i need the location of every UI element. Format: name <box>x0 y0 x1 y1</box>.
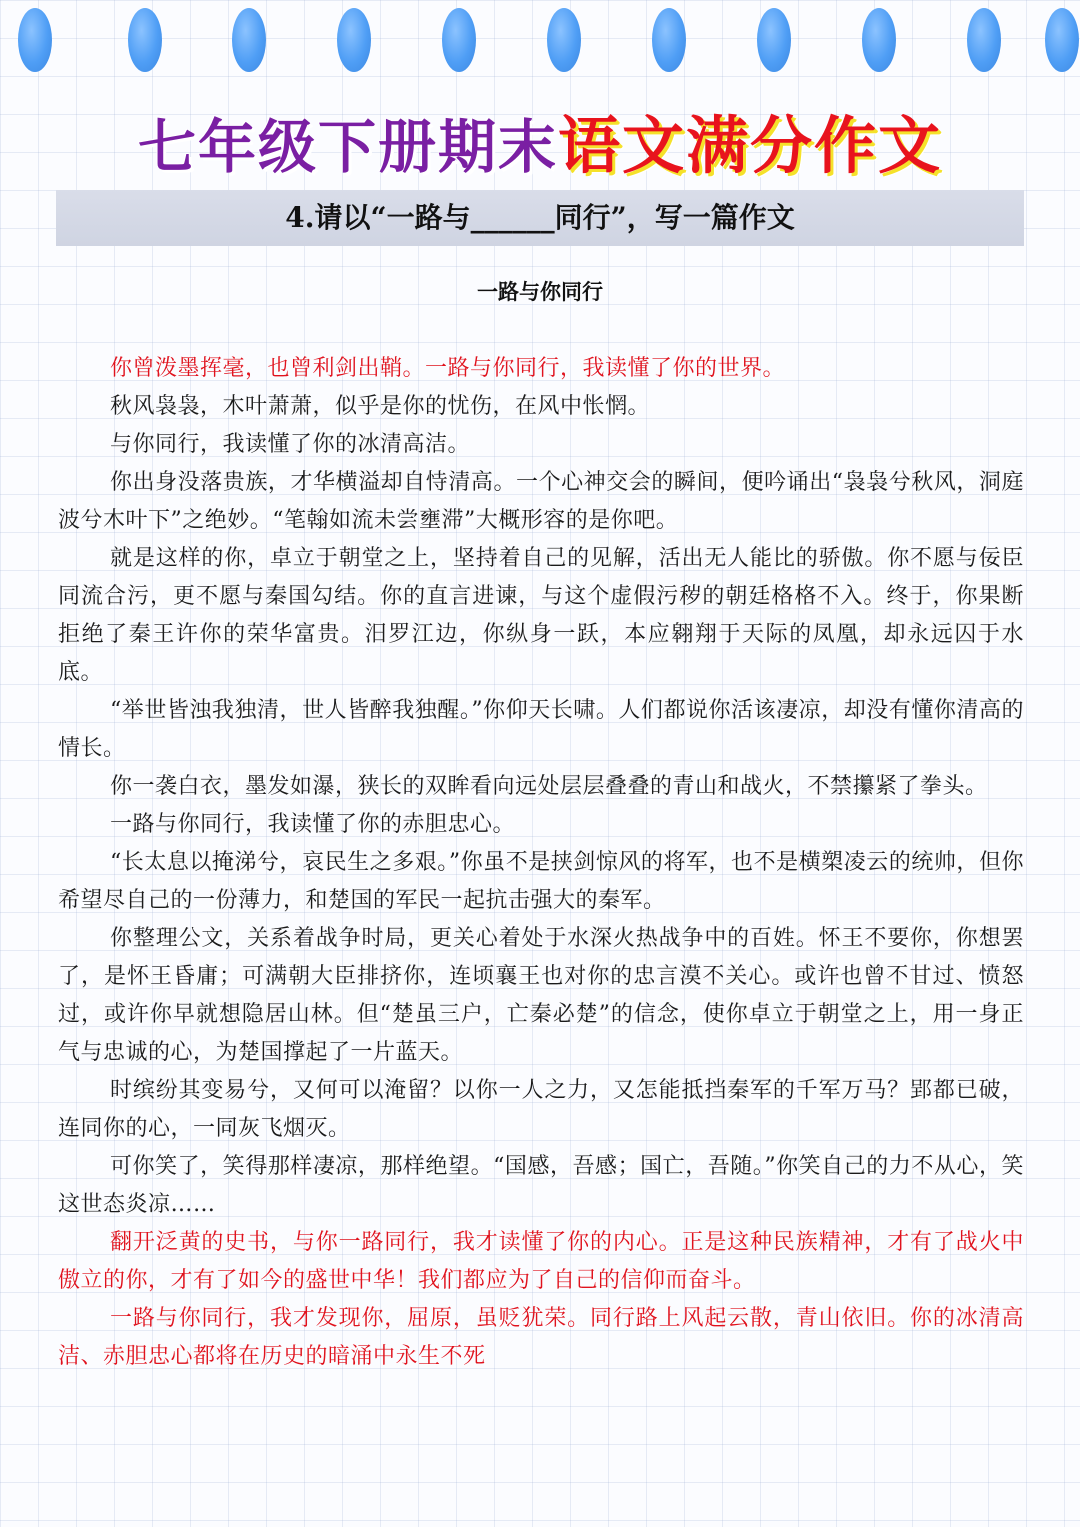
essay-paragraph: 你整理公文，关系着战争时局，更关心着处于水深火热战争中的百姓。怀王不要你，你想罢了，是怀王昏庸；可满朝大臣排挤你，连顷襄王也对你的忠言漠不关心。或许也曾不甘过、愤怒过，或许你早就想隐居山林。但“楚虽三户，亡秦必楚”的信念，使你卓立于朝堂之上，用一身正气与忠诚的心，为楚国撑起了一片蓝天。 <box>58 926 1024 1065</box>
binder-hole <box>1045 8 1079 72</box>
binder-hole <box>967 8 1001 72</box>
essay-paragraph: 一路与你同行，我才发现你，屈原，虽贬犹荣。同行路上风起云散，青山依旧。你的冰清高洁、赤胆忠心都将在历史的暗涌中永生不死 <box>58 1306 1024 1369</box>
essay-paragraph: 你一袭白衣，墨发如瀑，狭长的双眸看向远处层层叠叠的青山和战火，不禁攥紧了拳头。 <box>110 774 988 799</box>
binder-hole <box>862 8 896 72</box>
essay-paragraph: 就是这样的你，卓立于朝堂之上，坚持着自己的见解，活出无人能比的骄傲。你不愿与佞臣同流合污，更不愿与秦国勾结。你的直言进谏，与这个虚假污秽的朝廷格格不入。终于，你果断拒绝了秦王许你的荣华富贵。汨罗江边，你纵身一跃，本应翱翔于天际的凤凰，却永远囚于水底。 <box>58 546 1024 685</box>
essay-paragraph: 可你笑了，笑得那样凄凉，那样绝望。“国感，吾感；国亡，吾随。”你笑自己的力不从心，笑这世态炎凉…… <box>58 1154 1024 1217</box>
binder-hole <box>232 8 266 72</box>
essay-title: 一路与你同行 <box>477 279 603 304</box>
binder-hole <box>757 8 791 72</box>
essay-paragraph: 一路与你同行，我读懂了你的赤胆忠心。 <box>110 812 516 837</box>
title-subject: 语文满分作文 <box>558 109 943 182</box>
binder-hole <box>442 8 476 72</box>
essay-paragraph: 秋风袅袅，木叶萧萧，似乎是你的忧伤，在风中怅惘。 <box>110 394 651 419</box>
binder-holes <box>0 8 1080 78</box>
essay-paragraph: 时缤纷其变易兮，又何可以淹留？以你一人之力，又怎能抵挡秦军的千军万马？郢都已破，连同你的心，一同灰飞烟灭。 <box>58 1078 1024 1141</box>
essay-paragraph: “长太息以掩涕兮，哀民生之多艰。”你虽不是挟剑惊风的将军，也不是横槊凌云的统帅，但你希望尽自己的一份薄力，和楚国的军民一起抗击强大的秦军。 <box>58 850 1024 913</box>
binder-hole <box>547 8 581 72</box>
title-grade: 七年级下册期末 <box>137 113 558 181</box>
prompt-text: 4.请以“一路与______同行”，写一篇作文 <box>285 201 795 234</box>
prompt-banner <box>56 190 1024 246</box>
essay-paragraph: 与你同行，我读懂了你的冰清高洁。 <box>110 432 471 457</box>
essay-paragraph: “举世皆浊我独清，世人皆醉我独醒。”你仰天长啸。人们都说你活该凄凉，却没有懂你清高的情长。 <box>58 698 1024 761</box>
essay-paragraph: 你曾泼墨挥毫，也曾利剑出鞘。一路与你同行，我读懂了你的世界。 <box>110 356 786 381</box>
binder-hole <box>18 8 52 72</box>
essay-body <box>58 350 1024 1376</box>
essay-paragraph: 你出身没落贵族，才华横溢却自恃清高。一个心神交会的瞬间，便吟诵出“袅袅兮秋风，洞庭波兮木叶下”之绝妙。“笔翰如流未尝壅滞”大概形容的是你吧。 <box>58 470 1024 533</box>
binder-hole <box>652 8 686 72</box>
essay-paragraph: 翻开泛黄的史书，与你一路同行，我才读懂了你的内心。正是这种民族精神，才有了战火中傲立的你，才有了如今的盛世中华！我们都应为了自己的信仰而奋斗。 <box>58 1230 1024 1293</box>
binder-hole <box>337 8 371 72</box>
page-title <box>0 96 1080 185</box>
binder-hole <box>128 8 162 72</box>
